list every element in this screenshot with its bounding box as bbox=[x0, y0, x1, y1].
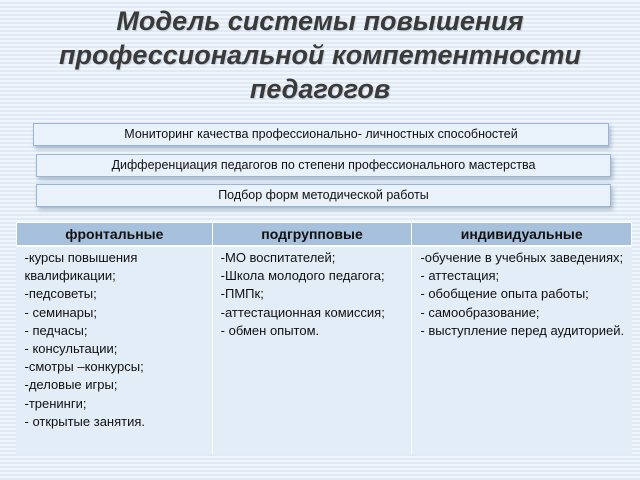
list-item: - семинары; bbox=[24, 304, 97, 320]
cell-frontal bbox=[17, 246, 213, 454]
list-item: -тренинги; bbox=[24, 395, 87, 411]
list-item: -смотры –конкурсы; bbox=[24, 359, 144, 375]
list-item: - самообразование; bbox=[420, 304, 540, 320]
page-title: Модель системы повышения профессиональной компетентности педагогов bbox=[59, 6, 581, 104]
list-item: - обмен опытом. bbox=[220, 322, 320, 338]
list-item: -педсоветы; bbox=[24, 286, 97, 302]
list-item: -деловые игры; bbox=[24, 377, 118, 393]
list-item: - выступление перед аудиторией. bbox=[420, 322, 625, 338]
list-item: - педчасы; bbox=[24, 322, 88, 338]
list-item: - аттестация; bbox=[420, 268, 500, 284]
list-item: - открытые занятия. bbox=[24, 413, 146, 429]
step-monitoring: Мониторинг качества профессионально- личностных способностей bbox=[33, 123, 609, 146]
header-individual: индивидуальные bbox=[412, 223, 632, 247]
step-differentiation: Дифференциация педагогов по степени профессионального мастерства bbox=[36, 154, 611, 177]
list-item: -Школа молодого педагога; bbox=[220, 268, 385, 284]
work-forms-table bbox=[16, 222, 632, 454]
step-methodical-forms: Подбор форм методической работы bbox=[36, 184, 611, 207]
header-frontal: фронтальные bbox=[17, 223, 213, 247]
list-item: -аттестационная комиссия; bbox=[220, 304, 385, 320]
cell-individual bbox=[412, 246, 632, 454]
list-item: -ПМПк; bbox=[220, 286, 264, 302]
list-item: -обучение в учебных заведениях; bbox=[420, 250, 624, 265]
table-header-row bbox=[17, 223, 632, 247]
list-item: - обобщение опыта работы; bbox=[420, 286, 589, 302]
list-item: -МО воспитателей; bbox=[220, 250, 336, 265]
cell-group bbox=[212, 246, 412, 454]
header-group: подгрупповые bbox=[212, 223, 412, 247]
list-item: - консультации; bbox=[24, 341, 118, 357]
table-row bbox=[17, 246, 632, 454]
list-item: -курсы повышения квалификации; bbox=[24, 250, 138, 284]
